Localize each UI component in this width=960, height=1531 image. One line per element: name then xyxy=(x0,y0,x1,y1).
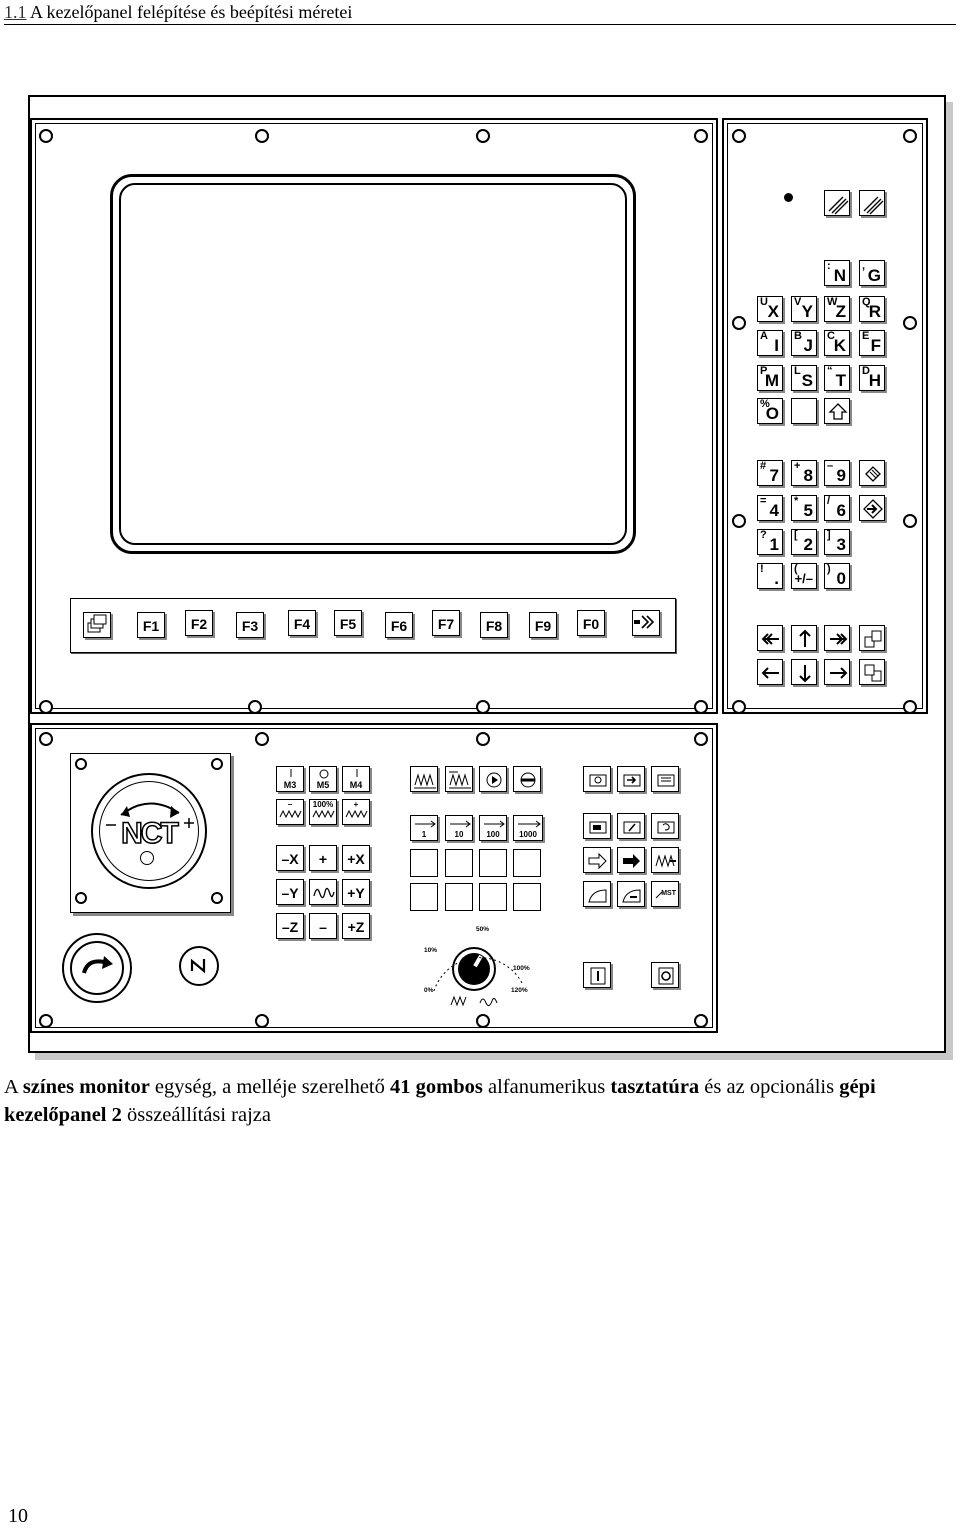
spindle-cw-icon xyxy=(279,769,303,781)
screw-icon xyxy=(75,758,87,770)
increment-label: 10 xyxy=(454,830,464,839)
key-main-label: 9 xyxy=(836,466,846,485)
key-alt-label: A xyxy=(760,330,768,342)
skip-block-icon xyxy=(620,816,644,838)
key-main-label: 7 xyxy=(769,466,779,485)
program-list-icon xyxy=(654,769,678,791)
key-3[interactable] xyxy=(824,529,850,555)
screw-icon xyxy=(39,700,53,714)
key-i[interactable] xyxy=(757,330,783,356)
screw-icon xyxy=(476,732,490,746)
f9-key[interactable]: F9 xyxy=(529,612,557,638)
screw-icon xyxy=(903,514,917,528)
arrow-right-icon xyxy=(827,662,849,684)
key-alt-label: – xyxy=(827,460,834,472)
key-main-label: 6 xyxy=(836,501,846,520)
screw-icon xyxy=(732,700,746,714)
power-icon xyxy=(186,953,212,979)
key-alt-label: Q xyxy=(862,296,871,308)
jog-minus-x-key[interactable]: –X xyxy=(276,845,304,871)
screw-icon xyxy=(694,129,708,143)
mode-key-1[interactable] xyxy=(410,766,438,792)
screw-icon xyxy=(211,758,223,770)
program-next-icon xyxy=(620,769,644,791)
program-key-11[interactable] xyxy=(617,881,645,907)
optional-stop-key[interactable] xyxy=(651,962,679,988)
m3-key[interactable] xyxy=(276,766,304,792)
key-main-label: S xyxy=(801,371,813,390)
key-alt-label: + xyxy=(794,460,801,472)
key-alt-label: U xyxy=(760,296,768,308)
hatch-icon xyxy=(827,193,849,215)
key-alt-label: L xyxy=(794,365,801,377)
rapid-key[interactable] xyxy=(309,879,337,905)
spindle-minus-label: – xyxy=(287,800,293,809)
key-8[interactable] xyxy=(791,460,817,486)
jog-plus-y-key[interactable]: +Y xyxy=(342,879,370,905)
key-main-label: 8 xyxy=(803,466,813,485)
caption-bold: gépi kezelőpanel 2 xyxy=(4,1076,876,1126)
caption-text: összeállítási rajza xyxy=(121,1104,272,1126)
mode-zigzag-icon xyxy=(448,769,472,791)
spindle-zigzag-icon xyxy=(345,809,369,821)
screw-icon xyxy=(255,129,269,143)
key-9[interactable] xyxy=(824,460,850,486)
key-0[interactable] xyxy=(824,563,850,589)
section-title: A kezelőpanel felépítése és beépítési méretei xyxy=(30,2,353,22)
key-dot[interactable] xyxy=(757,563,783,589)
jog-plus-z-key[interactable]: +Z xyxy=(342,913,370,939)
section-heading xyxy=(4,2,352,23)
caption-text: egység, a melléje szerelhető xyxy=(149,1076,390,1098)
curve-icon xyxy=(586,884,610,906)
dial-label-120: 120% xyxy=(511,987,528,994)
screw-icon xyxy=(476,700,490,714)
f8-key[interactable]: F8 xyxy=(480,612,508,638)
key-main-label: X xyxy=(767,302,779,321)
key-alt-label: : xyxy=(827,260,831,272)
machine-panel xyxy=(30,723,718,1033)
program-key-9[interactable] xyxy=(651,847,679,873)
key-main-label: I xyxy=(774,336,779,355)
screen-switch-key[interactable] xyxy=(83,612,111,638)
program-icon xyxy=(586,769,610,791)
dial-label-100: 100% xyxy=(513,965,530,972)
dial-label-0: 0% xyxy=(424,987,434,994)
softkey-bar xyxy=(70,598,676,653)
line-end-key[interactable] xyxy=(824,625,850,651)
increment-10-key[interactable] xyxy=(445,815,473,841)
spindle-minus-key[interactable] xyxy=(276,799,304,825)
restart-icon xyxy=(654,816,678,838)
key-plus-minus[interactable] xyxy=(791,563,817,589)
key-alt-label: ( xyxy=(794,563,798,575)
next-softkey-key[interactable] xyxy=(632,610,660,636)
key-main-label: G xyxy=(867,266,881,285)
key-alt-label: # xyxy=(760,460,767,472)
key-alt-label: P xyxy=(760,365,768,377)
blank-key[interactable] xyxy=(479,849,507,877)
screw-icon xyxy=(694,1014,708,1028)
screw-icon xyxy=(248,700,262,714)
enter-icon xyxy=(862,498,884,520)
feed-rapid-symbols-icon xyxy=(448,993,504,1009)
nct-logo: NCT xyxy=(121,817,177,850)
key-alt-label: E xyxy=(862,330,870,342)
block-icon xyxy=(586,816,610,838)
heading-rule xyxy=(4,24,956,25)
program-key-10[interactable] xyxy=(583,881,611,907)
program-key-6[interactable] xyxy=(651,813,679,839)
key-main-label: Z xyxy=(835,302,846,321)
screw-icon xyxy=(732,129,746,143)
curve-arrow-icon xyxy=(620,884,644,906)
dial-label-10: 10% xyxy=(424,947,438,954)
play-icon xyxy=(482,769,506,791)
arrow-left-icon xyxy=(760,662,782,684)
key-h[interactable] xyxy=(859,365,885,391)
windows-icon xyxy=(85,613,109,635)
increment-label: 100 xyxy=(486,830,500,839)
key-alt-label: , xyxy=(862,260,866,272)
shift-key[interactable] xyxy=(824,398,850,424)
m5-label: M5 xyxy=(316,780,330,790)
figure-caption xyxy=(4,1073,954,1129)
key-m[interactable] xyxy=(757,365,783,391)
key-main-label: M xyxy=(764,371,779,390)
spindle-plus-label: + xyxy=(353,800,359,809)
mode-zigzag-icon xyxy=(413,769,437,791)
key-g[interactable] xyxy=(859,260,885,286)
key-f[interactable] xyxy=(859,330,885,356)
key-o[interactable] xyxy=(757,398,783,424)
spindle-100-key[interactable] xyxy=(309,799,337,825)
pages-icon xyxy=(862,662,884,684)
screw-icon xyxy=(903,129,917,143)
screw-icon xyxy=(39,129,53,143)
caption-bold: 41 gombos xyxy=(390,1076,483,1098)
program-key-5[interactable] xyxy=(617,813,645,839)
key-main-label: Y xyxy=(801,302,813,321)
key-main-label: F xyxy=(870,336,881,355)
jog-plus-x-key[interactable]: +X xyxy=(342,845,370,871)
status-led xyxy=(784,193,793,202)
key-t[interactable] xyxy=(824,365,850,391)
key-y[interactable] xyxy=(791,296,817,322)
increment-arrow-icon xyxy=(516,818,542,830)
increment-arrow-icon xyxy=(448,818,472,830)
increment-label: 1000 xyxy=(519,830,537,839)
key-1[interactable] xyxy=(757,529,783,555)
pages-icon xyxy=(862,628,884,650)
caption-text: és az opcionális xyxy=(699,1076,840,1098)
screw-icon xyxy=(75,892,87,904)
program-key-4[interactable] xyxy=(583,813,611,839)
screw-icon xyxy=(255,732,269,746)
key-s[interactable] xyxy=(791,365,817,391)
screw-icon xyxy=(903,700,917,714)
edit-key[interactable] xyxy=(859,460,885,486)
mst-label: MST xyxy=(661,890,676,897)
jog-minus-y-key[interactable]: –Y xyxy=(276,879,304,905)
key-n[interactable] xyxy=(824,260,850,286)
key-r[interactable] xyxy=(859,296,885,322)
jog-plus-key[interactable]: + xyxy=(309,845,337,871)
line-start-key[interactable] xyxy=(757,625,783,651)
filled-arrow-icon xyxy=(620,850,644,872)
blank-key[interactable] xyxy=(410,883,438,911)
key-main-label: . xyxy=(774,569,779,588)
key-alt-label: C xyxy=(827,330,835,342)
key-main-label: N xyxy=(833,266,846,285)
key-alt-label: ] xyxy=(827,529,831,541)
key-main-label: R xyxy=(868,302,881,321)
m4-label: M4 xyxy=(349,780,363,790)
key-j[interactable] xyxy=(791,330,817,356)
f6-key[interactable]: F6 xyxy=(385,612,413,638)
mode-key-2[interactable] xyxy=(445,766,473,792)
key-main-label: 0 xyxy=(836,569,846,588)
key-alt-label: ) xyxy=(827,563,831,575)
caption-text: A xyxy=(4,1076,23,1098)
page-number: 10 xyxy=(8,1505,28,1527)
m3-label: M3 xyxy=(283,780,297,790)
blank-key[interactable] xyxy=(513,849,541,877)
section-number: 1.1 xyxy=(4,2,27,22)
outline-arrow-icon xyxy=(586,850,610,872)
mst-key[interactable] xyxy=(651,881,679,907)
enter-key[interactable] xyxy=(859,495,885,521)
program-key-3[interactable] xyxy=(651,766,679,792)
key-alt-label: [ xyxy=(794,529,798,541)
cycle-stop-key[interactable] xyxy=(513,766,541,792)
arrow-up-icon xyxy=(794,628,816,650)
key-main-label: 2 xyxy=(803,535,813,554)
program-key-8[interactable] xyxy=(617,847,645,873)
arrow-left-key[interactable] xyxy=(757,659,783,685)
key-alt-label: ? xyxy=(760,529,767,541)
screw-icon xyxy=(476,129,490,143)
keyboard-panel xyxy=(722,118,928,714)
key-6[interactable] xyxy=(824,495,850,521)
delete-key[interactable] xyxy=(824,190,850,216)
arrow-right-key[interactable] xyxy=(824,659,850,685)
key-main-label: 5 xyxy=(803,501,813,520)
optional-stop-icon xyxy=(654,965,678,987)
screw-icon xyxy=(211,892,223,904)
spindle-plus-key[interactable] xyxy=(342,799,370,825)
key-alt-label: * xyxy=(794,495,799,507)
key-4[interactable] xyxy=(757,495,783,521)
arrow-down-icon xyxy=(794,662,816,684)
increment-label: 1 xyxy=(421,830,427,839)
f5-key[interactable]: F5 xyxy=(334,610,362,636)
cycle-start-key[interactable] xyxy=(479,766,507,792)
logo-plate xyxy=(70,753,231,913)
key-5[interactable] xyxy=(791,495,817,521)
double-arrow-left-icon xyxy=(760,628,782,650)
increment-arrow-icon xyxy=(482,818,506,830)
key-main-label: +/– xyxy=(794,571,813,586)
spindle-100-label: 100% xyxy=(312,800,334,809)
f3-key[interactable]: F3 xyxy=(236,612,264,638)
screw-icon xyxy=(903,316,917,330)
screw-icon xyxy=(476,1014,490,1028)
key-alt-label: D xyxy=(862,365,870,377)
page-down-key[interactable] xyxy=(859,659,885,685)
caption-bold: színes monitor xyxy=(22,1076,150,1098)
clear-key[interactable] xyxy=(859,190,885,216)
blank-key[interactable] xyxy=(410,849,438,877)
key-main-label: H xyxy=(868,371,881,390)
mst-icon xyxy=(654,884,666,906)
emergency-stop-button[interactable] xyxy=(62,933,132,1003)
key-alt-label: ! xyxy=(760,563,764,575)
spindle-ccw-icon xyxy=(345,769,369,781)
key-alt-label: = xyxy=(760,495,767,507)
caption-text: alfanumerikus xyxy=(482,1076,611,1098)
logo-dot xyxy=(140,851,154,865)
key-7[interactable] xyxy=(757,460,783,486)
key-main-label: K xyxy=(833,336,846,355)
increment-1-key[interactable] xyxy=(410,815,438,841)
blank-key[interactable] xyxy=(445,883,473,911)
single-block-key[interactable] xyxy=(583,962,611,988)
assembly-drawing-frame xyxy=(28,95,946,1053)
screw-icon xyxy=(39,1014,53,1028)
f4-key[interactable]: F4 xyxy=(288,610,316,636)
key-x[interactable] xyxy=(757,296,783,322)
increment-arrow-icon xyxy=(413,818,437,830)
key-k[interactable] xyxy=(824,330,850,356)
jog-minus-key[interactable]: – xyxy=(309,913,337,939)
program-key-7[interactable] xyxy=(583,847,611,873)
program-key-2[interactable] xyxy=(617,766,645,792)
key-2[interactable] xyxy=(791,529,817,555)
spindle-zigzag-icon xyxy=(279,809,303,821)
monitor-bezel xyxy=(110,174,636,554)
f0-key[interactable]: F0 xyxy=(577,610,605,636)
blank-key[interactable] xyxy=(445,849,473,877)
rapid-wave-icon xyxy=(312,882,336,904)
stop-icon xyxy=(516,769,540,791)
increment-100-key[interactable] xyxy=(479,815,507,841)
key-alt-label: B xyxy=(794,330,802,342)
key-main-label: 1 xyxy=(769,535,779,554)
increment-1000-key[interactable] xyxy=(513,815,543,841)
key-z[interactable] xyxy=(824,296,850,322)
screw-icon xyxy=(255,1014,269,1028)
key-main-label: J xyxy=(803,336,813,355)
spindle-zigzag-icon xyxy=(312,809,336,821)
key-alt-label: W xyxy=(827,296,838,308)
space-key[interactable] xyxy=(791,398,817,424)
screw-icon xyxy=(732,514,746,528)
screw-icon xyxy=(694,700,708,714)
blank-key[interactable] xyxy=(479,883,507,911)
screw-icon xyxy=(694,732,708,746)
monitor-screen xyxy=(119,183,627,545)
arrow-down-key[interactable] xyxy=(791,659,817,685)
key-alt-label: % xyxy=(760,398,770,410)
key-main-label: O xyxy=(765,404,779,423)
monitor-panel xyxy=(30,118,718,714)
screw-icon xyxy=(732,316,746,330)
screw-icon xyxy=(39,732,53,746)
single-block-icon xyxy=(586,965,610,987)
key-alt-label: “ xyxy=(827,365,833,377)
hatch-icon xyxy=(862,193,884,215)
key-alt-label: V xyxy=(794,296,802,308)
dial-label-50: 50% xyxy=(476,926,490,933)
pencil-icon xyxy=(862,463,884,485)
m4-key[interactable] xyxy=(342,766,370,792)
arrow-up-key[interactable] xyxy=(791,625,817,651)
shift-icon xyxy=(827,401,849,423)
key-main-label: 3 xyxy=(836,535,846,554)
key-main-label: 4 xyxy=(769,501,779,520)
program-key-1[interactable] xyxy=(583,766,611,792)
page-up-key[interactable] xyxy=(859,625,885,651)
m5-key[interactable] xyxy=(309,766,337,792)
jog-minus-z-key[interactable]: –Z xyxy=(276,913,304,939)
spindle-stop-icon xyxy=(312,769,336,781)
f7-key[interactable]: F7 xyxy=(432,610,460,636)
key-main-label: T xyxy=(835,371,846,390)
f1-key[interactable]: F1 xyxy=(137,612,165,638)
double-arrow-right-icon xyxy=(827,628,849,650)
feed-zigzag-icon xyxy=(654,850,678,872)
caption-bold: tasztatúra xyxy=(610,1076,700,1098)
key-alt-label: / xyxy=(827,495,831,507)
rotate-release-icon xyxy=(80,953,116,983)
chevron-right-icon xyxy=(633,611,659,633)
blank-key[interactable] xyxy=(513,883,541,911)
f2-key[interactable]: F2 xyxy=(185,610,213,636)
power-button[interactable] xyxy=(179,946,219,986)
